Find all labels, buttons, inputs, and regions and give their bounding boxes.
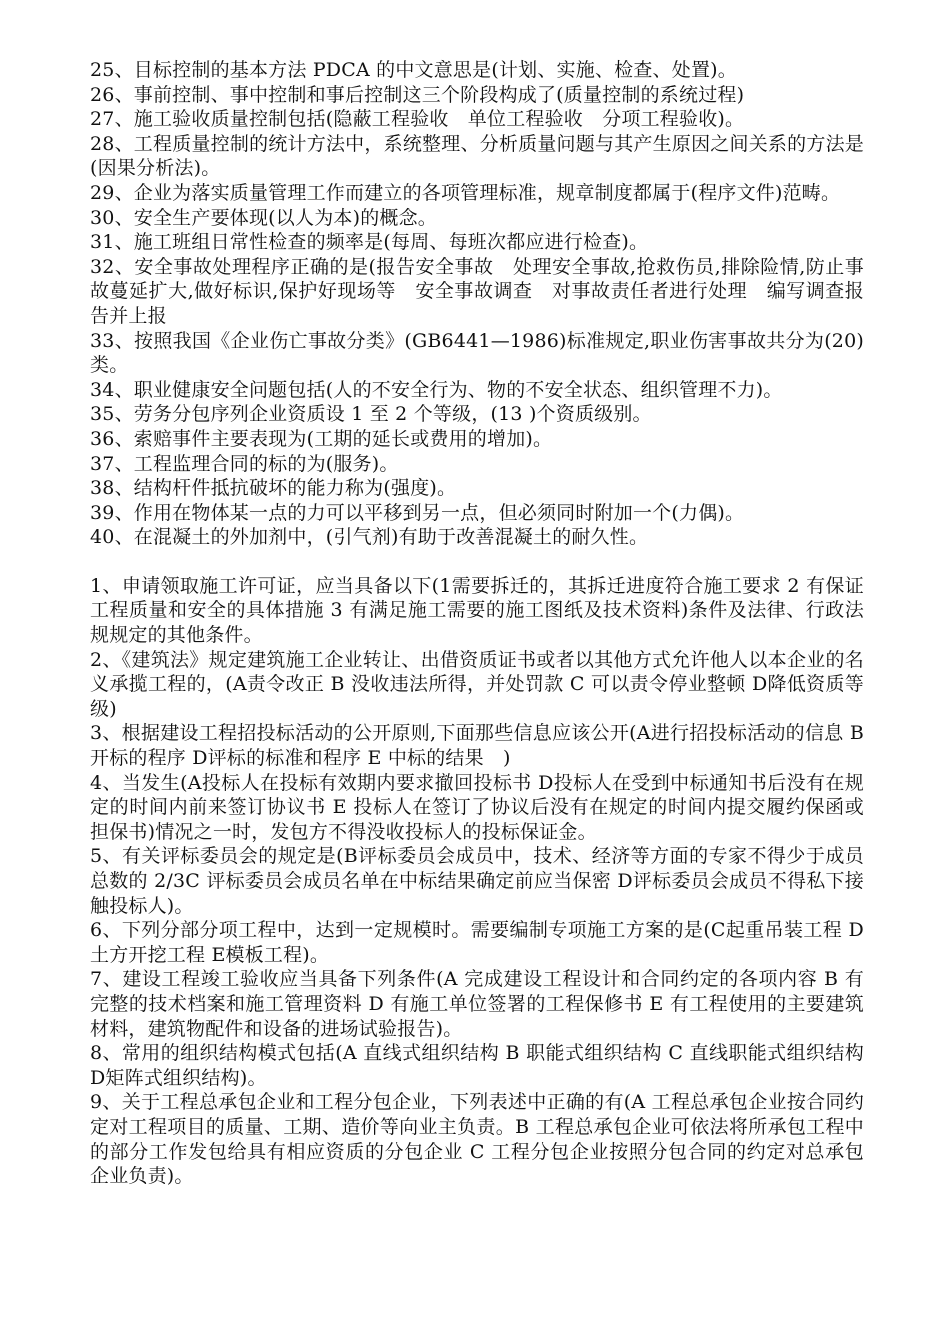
question-6: 6、下列分部分项工程中，达到一定规模时。需要编制专项施工方案的是(C起重吊装工程 D土方开挖工程 E模板工程)。 (90, 919, 864, 966)
question-25: 25、目标控制的基本方法 PDCA 的中文意思是(计划、实施、检查、处置)。 (90, 59, 737, 81)
question-2: 2、《建筑法》规定建筑施工企业转让、出借资质证书或者以其他方式允许他人以本企业的名义承揽工程的，(A责令改正 B 没收违法所得，并处罚款 C 可以责令停业整顿 D降低资质等级) (90, 648, 864, 720)
question-28: 28、工程质量控制的统计方法中，系统整理、分析质量问题与其产生原因之间关系的方法是(因果分析法)。 (90, 132, 864, 180)
question-33: 33、按照我国《企业伤亡事故分类》(GB6441—1986)标准规定,职业伤害事故共分为(20)类。 (90, 329, 864, 377)
question-30: 30、安全生产要体现(以人为本)的概念。 (90, 206, 438, 229)
question-38: 38、结构杆件抵抗破坏的能力称为(强度)。 (90, 477, 457, 500)
question-37: 37、工程监理合同的标的为(服务)。 (90, 452, 399, 475)
question-27: 27、施工验收质量控制包括(隐蔽工程验收 单位工程验收 分项工程验收)。 (90, 108, 745, 131)
question-8: 8、常用的组织结构模式包括(A 直线式组织结构 B 职能式组织结构 C 直线职能式组织结构 D矩阵式组织结构)。 (90, 1042, 864, 1089)
section-gap (90, 550, 864, 574)
question-40: 40、在混凝土的外加剂中，(引气剂)有助于改善混凝土的耐久性。 (90, 526, 649, 549)
question-7: 7、建设工程竣工验收应当具备下列条件(A 完成建设工程设计和合同约定的各项内容 B 有完整的技术档案和施工管理资料 D 有施工单位签署的工程保修书 E 有工程使用的主要建筑材料，建筑物配件和设备的进场试验报告)。 (90, 968, 864, 1040)
question-4: 4、当发生(A投标人在投标有效期内要求撤回投标书 D投标人在受到中标通知书后没有在规定的时间内前来签订协议书 E 投标人在签订了协议后没有在规定的时间内提交履约保函或担保书)情况之一时，发包方不得没收投标人的投标保证金。 (90, 771, 864, 843)
question-9: 9、关于工程总承包企业和工程分包企业，下列表述中正确的有(A 工程总承包企业按合同约定对工程项目的质量、工期、造价等向业主负责。B 工程总承包企业可依法将所承包工程中的部分工作发包给具有相应资质的分包企业 C 工程分包企业按照分包合同的约定对总承包企业负责)。 (90, 1091, 864, 1188)
question-list-25-40 (90, 58, 864, 550)
question-31: 31、施工班组日常性检查的频率是(每周、每班次都应进行检查)。 (90, 231, 649, 254)
question-1: 1、申请领取施工许可证，应当具备以下(1需要拆迁的，其拆迁进度符合施工要求 2 有保证工程质量和安全的具体措施 3 有满足施工需要的施工图纸及技术资料)条件及法律、行政法规规定的其他条件。 (90, 574, 864, 647)
question-35: 35、劳务分包序列企业资质设 1 至 2 个等级，(13 )个资质级别。 (90, 403, 652, 426)
question-26: 26、事前控制、事中控制和事后控制这三个阶段构成了(质量控制的系统过程) (90, 83, 745, 106)
question-5: 5、有关评标委员会的规定是(B评标委员会成员中，技术、经济等方面的专家不得少于成员总数的 2/3C 评标委员会成员名单在中标结果确定前应当保密 D评标委员会成员不得私下接触投标人)。 (90, 845, 864, 917)
question-3: 3、根据建设工程招投标活动的公开原则,下面那些信息应该公开(A进行招投标活动的信息 B 开标的程序 D评标的标准和程序 E 中标的结果 ) (90, 722, 864, 770)
question-32: 32、安全事故处理程序正确的是(报告安全事故 处理安全事故,抢救伤员,排除险情,防止事故蔓延扩大,做好标识,保护好现场等 安全事故调查 对事故责任者进行处理 编写调查报告并上报 (90, 255, 864, 327)
question-36: 36、索赔事件主要表现为(工期的延长或费用的增加)。 (90, 427, 553, 450)
question-39: 39、作用在物体某一点的力可以平移到另一点，但必须同时附加一个(力偶)。 (90, 501, 745, 524)
question-list-1-9 (90, 574, 864, 1189)
question-29: 29、企业为落实质量管理工作而建立的各项管理标准，规章制度都属于(程序文件)范畴。 (90, 181, 841, 204)
question-34: 34、职业健康安全问题包括(人的不安全行为、物的不安全状态、组织管理不力)。 (90, 378, 783, 401)
